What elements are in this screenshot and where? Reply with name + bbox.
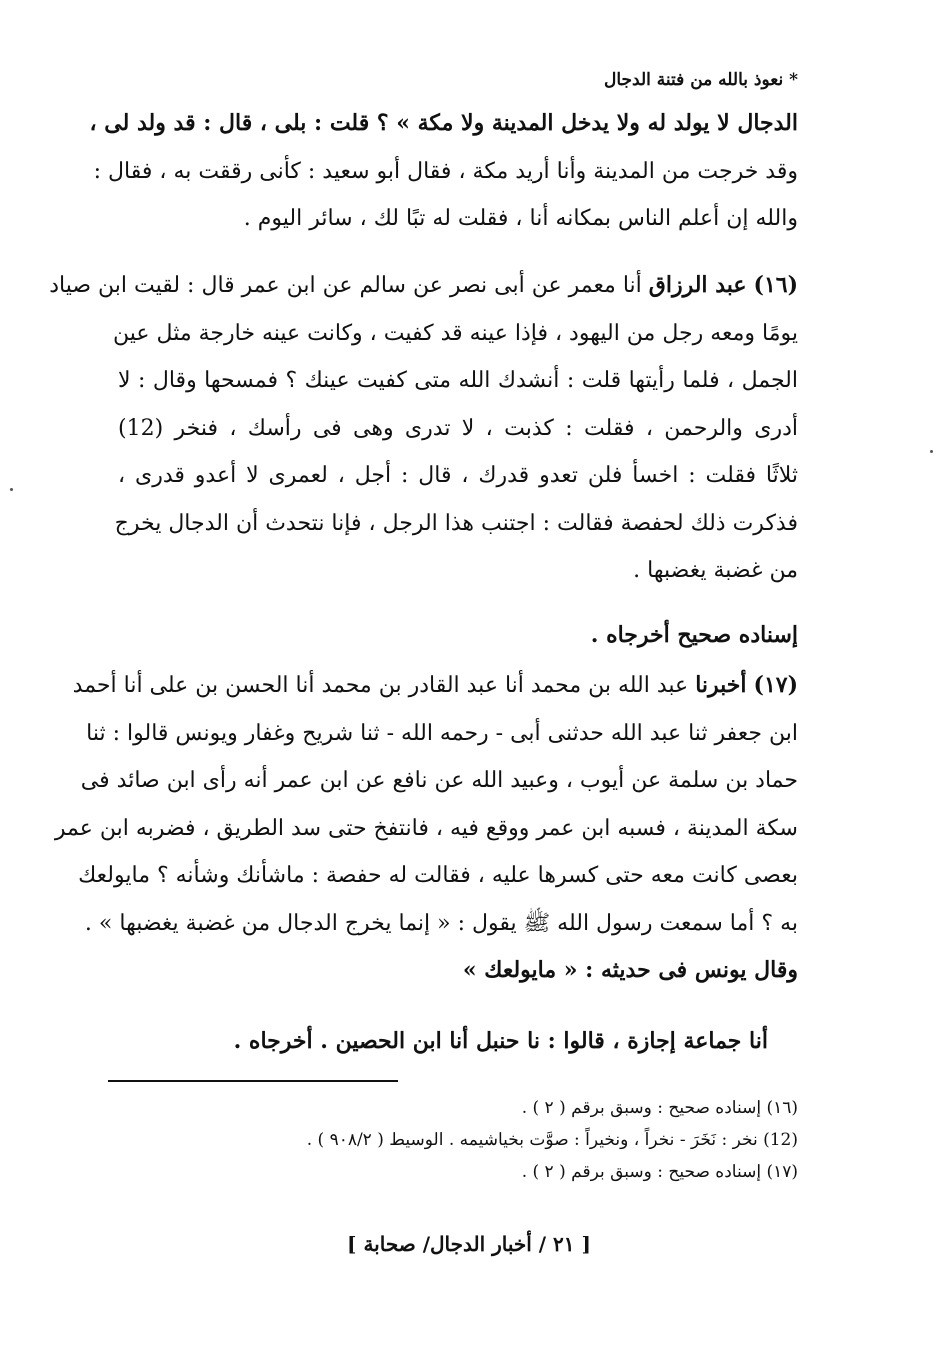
- text-line: الجمل ، فلما رأيتها قلت : أنشدك الله متى كفيت عينك ؟ فمسحها وقال : لا: [118, 368, 798, 393]
- footnotes: [118, 1092, 798, 1188]
- text-line-rest: عبد الله بن محمد أنا عبد القادر بن محمد أنا الحسن بن على أنا أحمد: [72, 673, 689, 698]
- footnote-separator: [108, 1080, 398, 1082]
- hadith-16: [49, 262, 798, 595]
- footnote-16: (١٦) إسناده صحيح : وسبق برقم ( ٢ ) .: [521, 1098, 798, 1118]
- isnad-verdict: [118, 612, 798, 660]
- paragraph-continuation: [89, 100, 798, 243]
- text-line: أنا جماعة إجازة ، قالوا : نا حنبل أنا ابن الحصين . أخرجاه .: [233, 1028, 768, 1054]
- text-line: الدجال لا يولد له ولا يدخل المدينة ولا مكة » ؟ قلت : بلى ، قال : قد ولد لى ،: [89, 110, 798, 136]
- text-line: به ؟ أما سمعت رسول الله ﷺ يقول : « إنما يخرج الدجال من غضبة يغضبها » .: [84, 910, 798, 936]
- text-line: والله إن أعلم الناس بمكانه أنا ، فقلت له تبًا لك ، سائر اليوم .: [243, 206, 798, 231]
- hadith-lead: أخبرنا: [695, 672, 747, 698]
- text-line: [49, 262, 798, 310]
- text-line: أدرى والرحمن ، فقلت : كذبت ، لا تدرى وهى فى رأسك ، فنخر (12): [118, 415, 798, 441]
- hadith-17: [54, 662, 798, 995]
- text-line: ثلاثًا فقلت : اخسأ فلن تعدو قدرك ، قال : أجل ، لعمرى لا أعدو قدرى ،: [118, 463, 798, 488]
- text-line: [72, 662, 798, 710]
- chain-note: [168, 1018, 768, 1066]
- text-line: وقال يونس فى حديثه : « مايولعك »: [462, 957, 798, 983]
- footnote-17: (١٧) إسناده صحيح : وسبق برقم ( ٢ ) .: [521, 1162, 798, 1182]
- text-line: سكة المدينة ، فسبه ابن عمر ووقع فيه ، فانتفخ حتى سد الطريق ، فضربه ابن عمر: [54, 815, 798, 841]
- hadith-number: (١٦): [753, 272, 798, 298]
- scan-speck: [10, 488, 13, 491]
- page-footer: [ ٢١ / أخبار الدجال/ صحابة ]: [347, 1232, 591, 1256]
- text-line: إسناده صحيح أخرجاه .: [590, 622, 798, 648]
- running-header: * نعوذ بالله من فتنة الدجال: [603, 70, 798, 90]
- text-line: حماد بن سلمة عن أيوب ، وعبيد الله عن نافع عن ابن عمر أنه رأى ابن صائد فى: [80, 768, 798, 793]
- text-line: فذكرت ذلك لحفصة فقالت : اجتنب هذا الرجل ، فإنا نتحدث أن الدجال يخرج: [114, 510, 798, 536]
- text-line: من غضبة يغضبها .: [633, 558, 798, 583]
- hadith-number: (١٧): [753, 672, 798, 698]
- text-line: وقد خرجت من المدينة وأنا أريد مكة ، فقال أبو سعيد : كأنى رققت به ، فقال :: [93, 158, 798, 184]
- footnote-12: (12) نخر : نَخَرَ - نخراً ، ونخيراً : صوَّت بخياشيمه . الوسيط ( ٩٠٨/٢ ) .: [306, 1130, 798, 1150]
- text-line-rest: أنا معمر عن أبى نصر عن سالم عن ابن عمر قال : لقيت ابن صياد: [49, 273, 642, 298]
- text-line: بعصى كانت معه حتى كسرها عليه ، فقالت له حفصة : ماشأنك وشأنه ؟ مايولعك: [78, 863, 798, 888]
- text-line: يومًا ومعه رجل من اليهود ، فإذا عينه قد كفيت ، وكانت عينه خارجة مثل عين: [113, 320, 798, 346]
- scan-speck: [930, 450, 933, 453]
- hadith-lead: عبد الرزاق: [648, 272, 747, 298]
- text-line: ابن جعفر ثنا عبد الله حدثنى أبى - رحمه الله - ثنا شريح وغفار ويونس قالوا : ثنا: [86, 720, 798, 746]
